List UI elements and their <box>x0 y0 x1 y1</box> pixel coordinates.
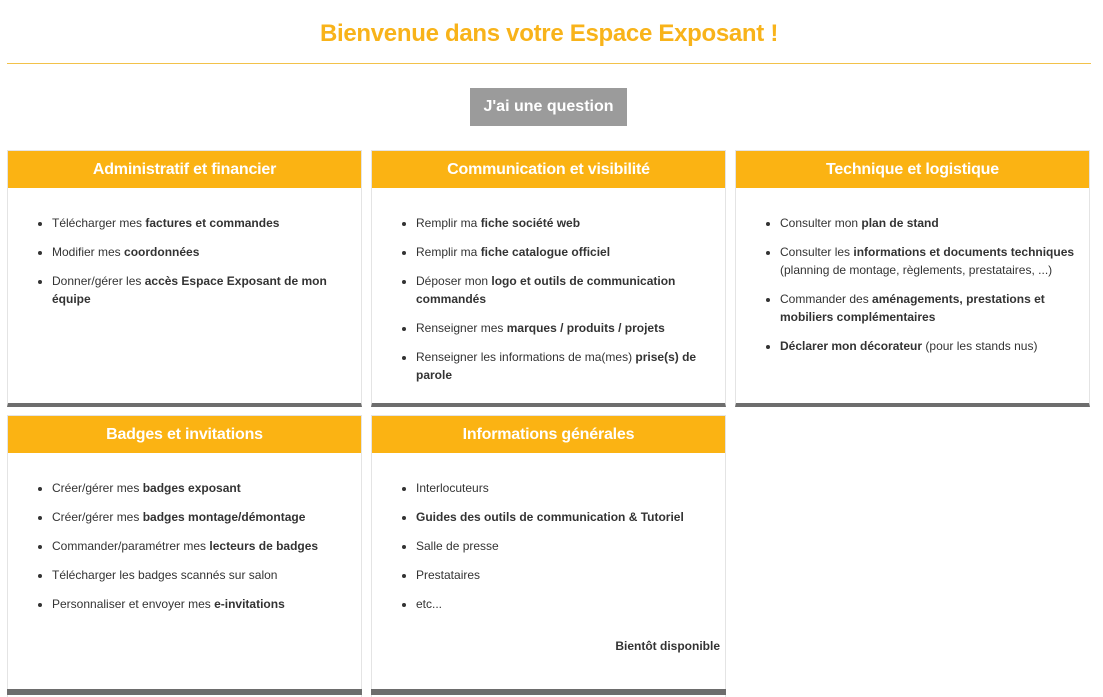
item-text: Remplir ma <box>416 216 481 230</box>
link-admin-2[interactable] <box>52 243 353 261</box>
item-bold-text: aménagements, prestations et mobiliers complémentaires <box>780 292 1045 324</box>
item-text: Commander/paramétrer mes <box>52 539 210 553</box>
item-text: Consulter les <box>780 245 854 259</box>
item-text: Interlocuteurs <box>416 481 489 495</box>
card-header-badges: Badges et invitations <box>8 416 361 453</box>
card-communication-visibilite <box>371 150 726 407</box>
link-tech-1[interactable] <box>780 214 1081 232</box>
item-bold-text: fiche catalogue officiel <box>480 245 611 259</box>
item-text: Prestataires <box>416 568 481 582</box>
link-info-2[interactable] <box>416 508 717 526</box>
link-comm-4[interactable] <box>416 319 717 337</box>
question-button[interactable]: J'ai une question <box>470 88 627 126</box>
card-header-informations: Informations générales <box>372 416 725 453</box>
link-info-4[interactable] <box>416 566 717 584</box>
item-text: Consulter mon <box>780 216 862 230</box>
item-bold-text: logo et outils de communication commandés <box>416 274 676 306</box>
item-bold-text: Guides des outils de communication & Tutoriel <box>416 510 684 524</box>
item-bold-text: marques / produits / projets <box>506 321 665 335</box>
card-list-tech <box>736 188 1089 355</box>
card-bottom-bar-badges <box>7 689 362 695</box>
item-text: Donner/gérer les <box>52 274 145 288</box>
item-bold-text: badges exposant <box>142 481 241 495</box>
link-badges-5[interactable] <box>52 595 353 613</box>
link-tech-2[interactable] <box>780 243 1081 279</box>
item-text: Modifier mes <box>52 245 125 259</box>
coming-soon-note: Bientôt disponible <box>615 639 720 653</box>
page-title: Bienvenue dans votre Espace Exposant ! <box>319 20 779 47</box>
item-text-suffix: (pour les stands nus) <box>922 339 1038 353</box>
link-admin-1[interactable] <box>52 214 353 232</box>
item-bold-text: factures et commandes <box>145 216 280 230</box>
item-bold-text: Déclarer mon décorateur <box>780 339 923 353</box>
card-list-comm <box>372 188 725 384</box>
item-text: Déposer mon <box>416 274 492 288</box>
item-text: Télécharger les badges scannés sur salon <box>52 568 278 582</box>
link-comm-5[interactable] <box>416 348 717 384</box>
link-comm-1[interactable] <box>416 214 717 232</box>
item-text: Remplir ma <box>416 245 481 259</box>
link-badges-4[interactable] <box>52 566 353 584</box>
item-text: Personnaliser et envoyer mes <box>52 597 215 611</box>
link-badges-2[interactable] <box>52 508 353 526</box>
item-bold-text: badges montage/démontage <box>142 510 306 524</box>
card-header-technique: Technique et logistique <box>736 151 1089 188</box>
item-text-suffix: (planning de montage, règlements, prestataires, ...) <box>780 263 1053 277</box>
item-bold-text: plan de stand <box>861 216 939 230</box>
link-admin-3[interactable] <box>52 272 353 308</box>
item-text: Créer/gérer mes <box>52 510 143 524</box>
link-comm-2[interactable] <box>416 243 717 261</box>
link-info-5[interactable] <box>416 595 717 613</box>
link-comm-3[interactable] <box>416 272 717 308</box>
link-badges-1[interactable] <box>52 479 353 497</box>
card-administratif-financier <box>7 150 362 407</box>
item-text: Télécharger mes <box>52 216 146 230</box>
item-bold-text: coordonnées <box>124 245 200 259</box>
item-text: Salle de presse <box>416 539 499 553</box>
link-badges-3[interactable] <box>52 537 353 555</box>
link-tech-3[interactable] <box>780 290 1081 326</box>
card-informations-generales <box>371 415 726 697</box>
item-bold-text: informations et documents techniques <box>853 245 1075 259</box>
card-list-info <box>372 453 725 613</box>
item-bold-text: fiche société web <box>480 216 581 230</box>
item-bold-text: e-invitations <box>214 597 285 611</box>
item-bold-text: prise(s) de parole <box>416 350 697 382</box>
card-header-communication: Communication et visibilité <box>372 151 725 188</box>
item-text: Créer/gérer mes <box>52 481 143 495</box>
card-list-badges <box>8 453 361 613</box>
item-text: etc... <box>416 597 443 611</box>
item-bold-text: lecteurs de badges <box>209 539 319 553</box>
item-text: Renseigner mes <box>416 321 507 335</box>
link-info-1[interactable] <box>416 479 717 497</box>
item-text: Renseigner les informations de ma(mes) <box>416 350 636 364</box>
card-bottom-bar-info <box>371 689 726 695</box>
card-technique-logistique <box>735 150 1090 407</box>
title-divider <box>7 63 1091 64</box>
item-text: Commander des <box>780 292 873 306</box>
item-bold-text: accès Espace Exposant de mon équipe <box>52 274 327 306</box>
card-badges-invitations <box>7 415 362 697</box>
link-info-3[interactable] <box>416 537 717 555</box>
link-tech-4[interactable] <box>780 337 1081 355</box>
card-list-admin <box>8 188 361 308</box>
card-header-administratif: Administratif et financier <box>8 151 361 188</box>
